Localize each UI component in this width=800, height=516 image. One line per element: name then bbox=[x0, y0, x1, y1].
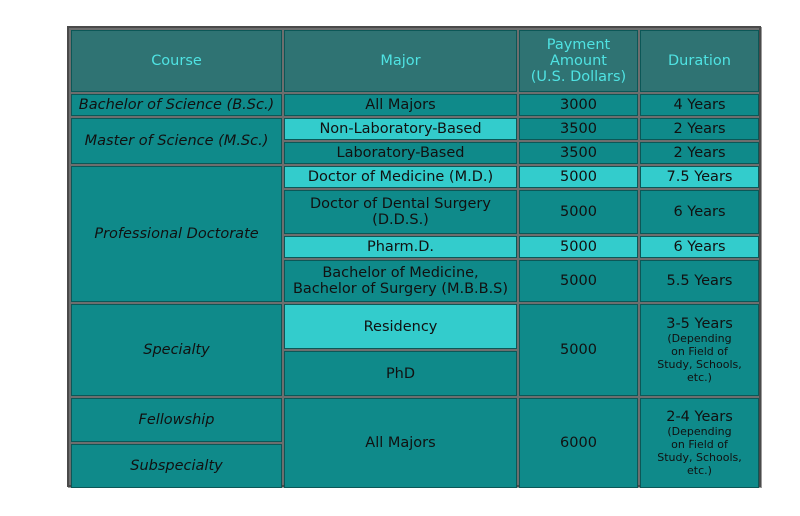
amount-msc-lab: 3500 bbox=[519, 142, 638, 164]
major-msc-lab: Laboratory-Based bbox=[284, 142, 517, 164]
major-mbbs-line1: Bachelor of Medicine, bbox=[322, 265, 479, 281]
amount-pharmd: 5000 bbox=[519, 236, 638, 258]
header-row bbox=[71, 30, 759, 92]
course-fellowship: Fellowship bbox=[71, 398, 282, 442]
amount-specialty: 5000 bbox=[519, 304, 638, 396]
course-specialty: Specialty bbox=[71, 304, 282, 396]
course-professional-doctorate: Professional Doctorate bbox=[71, 166, 282, 302]
header-payment-line2: Amount bbox=[550, 53, 607, 69]
header-payment-amount bbox=[519, 30, 638, 92]
duration-specialty-note1: (Depending bbox=[667, 332, 732, 345]
duration-specialty-note4: etc.) bbox=[687, 371, 712, 384]
major-fellowship: All Majors bbox=[284, 398, 517, 488]
fee-table bbox=[69, 28, 761, 490]
amount-bsc: 3000 bbox=[519, 94, 638, 116]
table-row bbox=[71, 118, 759, 140]
duration-specialty-note3: Study, Schools, bbox=[657, 358, 742, 371]
header-payment-line3: (U.S. Dollars) bbox=[530, 69, 627, 85]
course-subspecialty: Subspecialty bbox=[71, 444, 282, 488]
duration-fellowship-note2: on Field of bbox=[671, 438, 728, 451]
duration-pharmd: 6 Years bbox=[640, 236, 759, 258]
duration-specialty bbox=[640, 304, 759, 396]
course-bsc: Bachelor of Science (B.Sc.) bbox=[71, 94, 282, 116]
header-duration: Duration bbox=[640, 30, 759, 92]
duration-msc-lab: 2 Years bbox=[640, 142, 759, 164]
amount-fellowship: 6000 bbox=[519, 398, 638, 488]
major-md: Doctor of Medicine (M.D.) bbox=[284, 166, 517, 188]
amount-dds: 5000 bbox=[519, 190, 638, 234]
duration-fellowship bbox=[640, 398, 759, 488]
duration-specialty-main: 3-5 Years bbox=[666, 316, 733, 332]
duration-msc-nonlab: 2 Years bbox=[640, 118, 759, 140]
major-msc-nonlab: Non-Laboratory-Based bbox=[284, 118, 517, 140]
table-row bbox=[71, 304, 759, 349]
header-major: Major bbox=[284, 30, 517, 92]
major-bsc: All Majors bbox=[284, 94, 517, 116]
duration-fellowship-note1: (Depending bbox=[667, 425, 732, 438]
major-pharmd: Pharm.D. bbox=[284, 236, 517, 258]
table-row bbox=[71, 166, 759, 188]
course-msc: Master of Science (M.Sc.) bbox=[71, 118, 282, 164]
amount-msc-nonlab: 3500 bbox=[519, 118, 638, 140]
major-dds bbox=[284, 190, 517, 234]
header-course: Course bbox=[71, 30, 282, 92]
duration-mbbs: 5.5 Years bbox=[640, 260, 759, 302]
duration-dds: 6 Years bbox=[640, 190, 759, 234]
duration-fellowship-note3: Study, Schools, bbox=[657, 451, 742, 464]
table-row bbox=[71, 398, 759, 442]
header-payment-line1: Payment bbox=[546, 37, 611, 53]
amount-md: 5000 bbox=[519, 166, 638, 188]
major-mbbs-line2: Bachelor of Surgery (M.B.B.S) bbox=[292, 281, 509, 297]
fee-table-frame bbox=[67, 26, 761, 487]
duration-fellowship-main: 2-4 Years bbox=[666, 409, 733, 425]
duration-md: 7.5 Years bbox=[640, 166, 759, 188]
table-row bbox=[71, 94, 759, 116]
duration-bsc: 4 Years bbox=[640, 94, 759, 116]
amount-mbbs: 5000 bbox=[519, 260, 638, 302]
duration-specialty-note2: on Field of bbox=[671, 345, 728, 358]
duration-fellowship-note4: etc.) bbox=[687, 464, 712, 477]
major-residency: Residency bbox=[284, 304, 517, 349]
major-phd: PhD bbox=[284, 351, 517, 396]
major-dds-line2: (D.D.S.) bbox=[372, 212, 429, 228]
major-dds-line1: Doctor of Dental Surgery bbox=[310, 196, 491, 212]
major-mbbs bbox=[284, 260, 517, 302]
